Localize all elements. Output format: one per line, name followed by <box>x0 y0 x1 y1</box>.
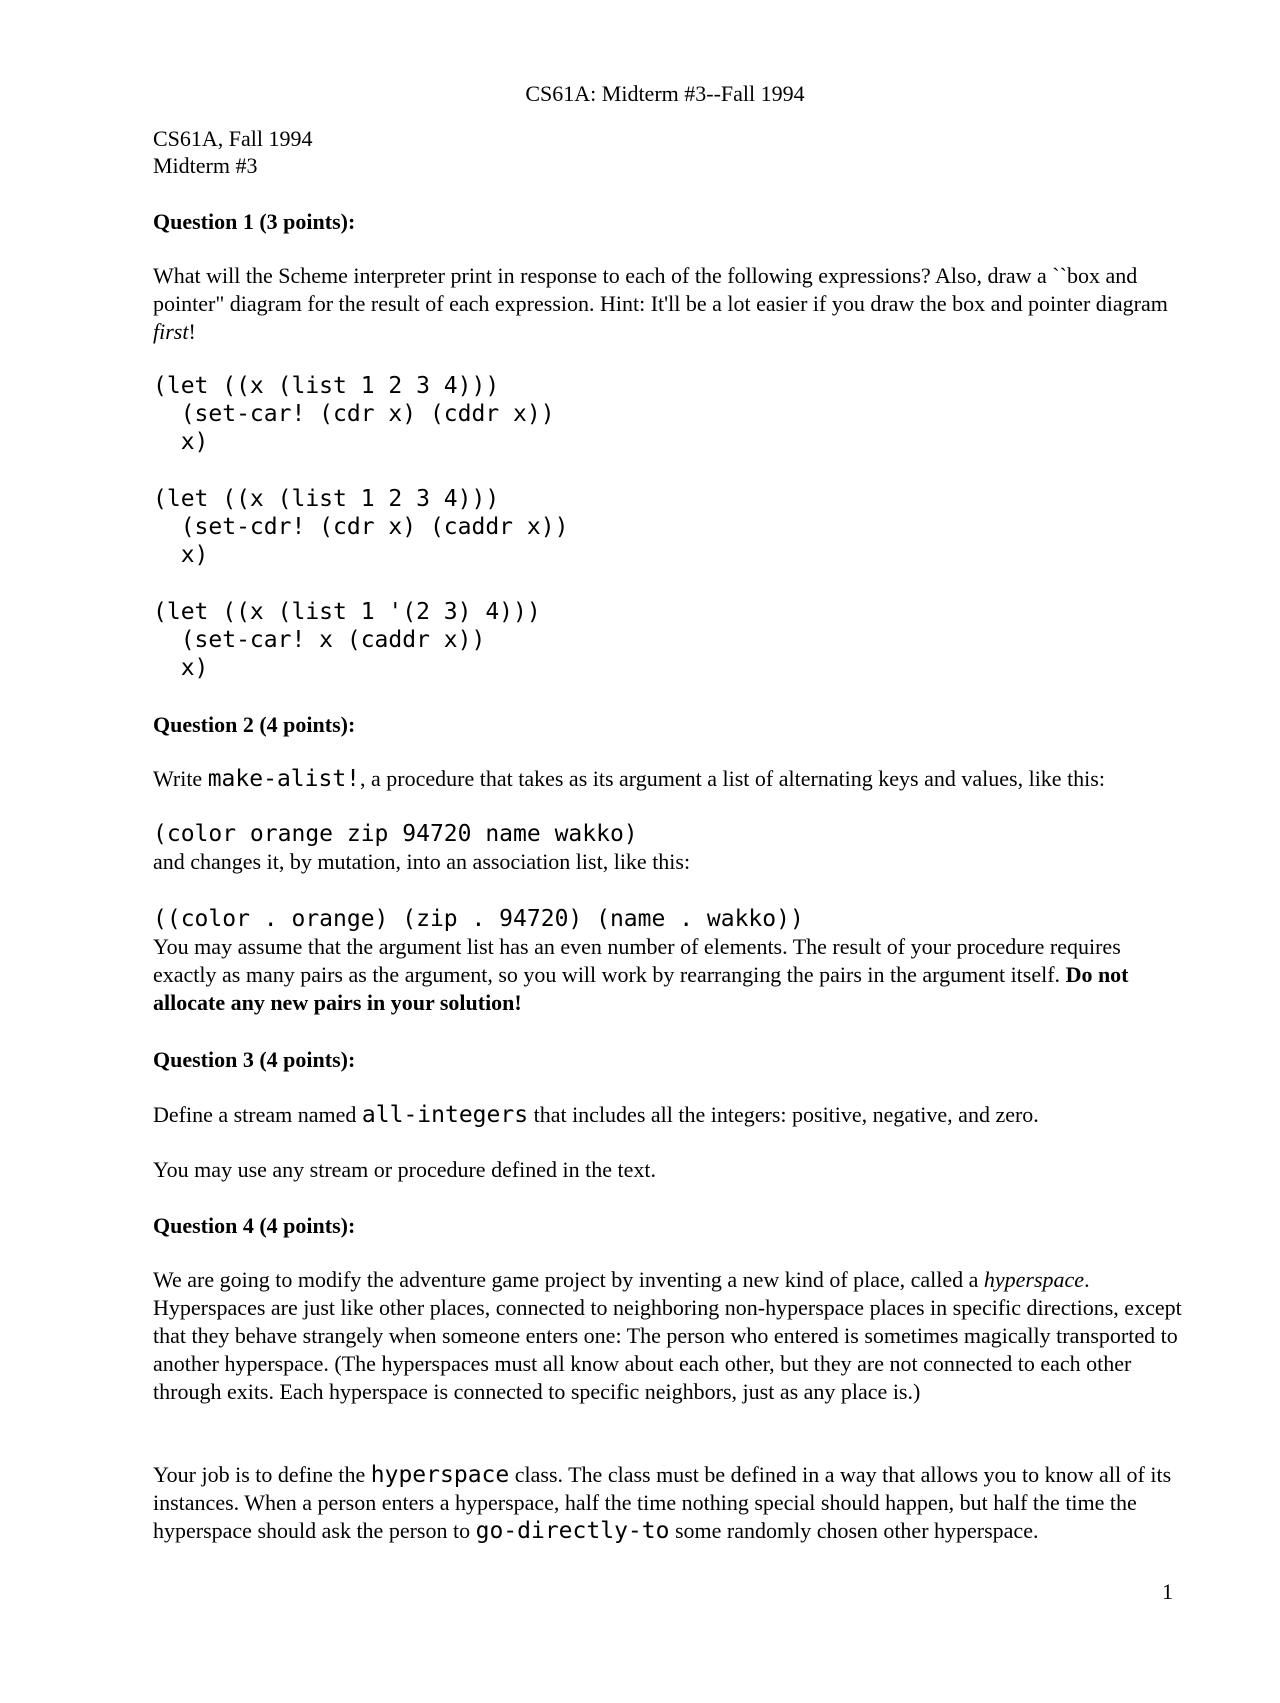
q1-prompt-emphasis: first <box>153 319 189 344</box>
q1-prompt-end: ! <box>188 319 196 344</box>
q1-prompt <box>153 262 1183 346</box>
course-line: CS61A, Fall 1994 <box>153 126 313 151</box>
exam-line: Midterm #3 <box>153 153 258 178</box>
q4-paragraph-2 <box>153 1461 1183 1545</box>
q2-p3-warning: Do not allocate any new pairs in your solution! <box>153 962 1129 1015</box>
q2-example-input: (color orange zip 94720 name wakko) <box>153 821 638 847</box>
q3-stream-name: all-integers <box>361 1102 529 1128</box>
q4-heading: Question 4 (4 points): <box>153 1213 356 1238</box>
q2-paragraph-3 <box>153 933 1183 1017</box>
q1-heading: Question 1 (3 points): <box>153 209 356 234</box>
q4-paragraph-1 <box>153 1266 1183 1406</box>
q2-paragraph-2: and changes it, by mutation, into an association list, like this: <box>153 849 691 874</box>
q3-paragraph-2: You may use any stream or procedure defined in the text. <box>153 1157 657 1182</box>
q3-p1-text: Define a stream named <box>153 1102 362 1127</box>
q2-p1-text-end: , a procedure that takes as its argument a list of alternating keys and values, like this: <box>360 766 1105 791</box>
q4-method-name: go-directly-to <box>475 1518 670 1544</box>
q4-p1-text: We are going to modify the adventure game project by inventing a new kind of place, called a <box>153 1267 984 1292</box>
q3-heading: Question 3 (4 points): <box>153 1047 356 1072</box>
q1-code-block-3: (let ((x (list 1 '(2 3) 4))) (set-car! x (caddr x)) x) <box>153 599 541 681</box>
q4-p2-text-mid: class. The class must be defined in a way that allows you to know all of its instances. When a person enters a hyperspace, half the time nothing special should happen, but half the time the hyperspace should ask the person to <box>153 1462 1172 1543</box>
q2-procedure-name: make-alist! <box>207 766 361 792</box>
q2-p1-text: Write <box>153 766 208 791</box>
q1-code-block-2: (let ((x (list 1 2 3 4))) (set-cdr! (cdr x) (caddr x)) x) <box>153 486 569 568</box>
q4-p2-text-end: some randomly chosen other hyperspace. <box>669 1518 1039 1543</box>
q3-p1-text-end: that includes all the integers: positive, negative, and zero. <box>528 1102 1039 1127</box>
q4-p2-text: Your job is to define the <box>153 1462 371 1487</box>
page-number: 1 <box>1162 1579 1173 1604</box>
q2-paragraph-1 <box>153 765 1183 793</box>
q4-class-name: hyperspace <box>370 1462 510 1488</box>
q2-example-output: ((color . orange) (zip . 94720) (name . wakko)) <box>153 906 804 932</box>
q3-paragraph-1 <box>153 1101 1183 1129</box>
q4-p1-emphasis: hyperspace <box>983 1267 1085 1292</box>
q4-p1-text-end: . Hyperspaces are just like other places, connected to neighboring non-hyperspace places in specific directions, except that they behave strangely when someone enters one: The person who entered is sometimes magically transported to another hyperspace. (The hyperspaces must all know about each other, but they are not connected to each other through exits. Each hyperspace is connected to specific neighbors, just as any place is.) <box>153 1267 1182 1404</box>
q1-code-block-1: (let ((x (list 1 2 3 4))) (set-car! (cdr x) (cddr x)) x) <box>153 373 555 455</box>
q1-prompt-text: What will the Scheme interpreter print in response to each of the following expressions? Also, draw a ``box and pointer" diagram for the result of each expression. Hint: It'll be a lot easier if you draw the box and pointer diagram <box>153 263 1168 316</box>
running-header: CS61A: Midterm #3--Fall 1994 <box>525 81 805 106</box>
q2-p3-text: You may assume that the argument list has an even number of elements. The result of your procedure requires exactly as many pairs as the argument, so you will work by rearranging the pairs in the argument itself. <box>153 934 1121 987</box>
q2-heading: Question 2 (4 points): <box>153 712 356 737</box>
